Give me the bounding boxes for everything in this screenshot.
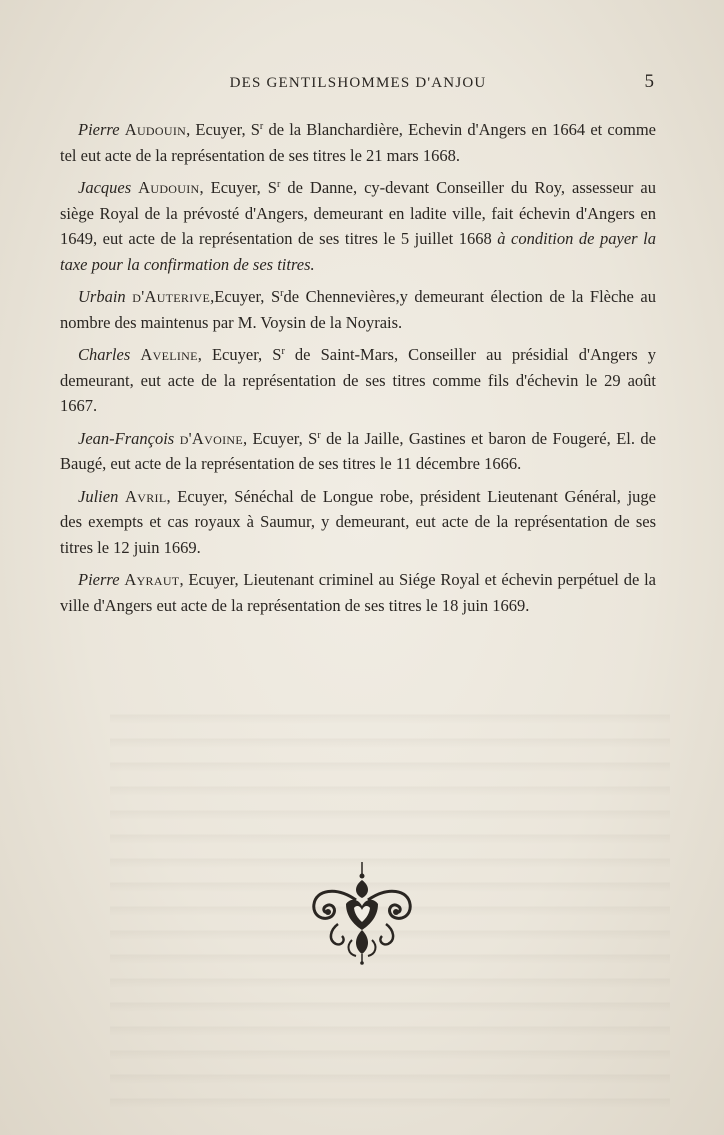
fleuron-icon [306,860,418,965]
given-name: Julien [78,486,119,506]
surname: Avril [125,486,167,506]
given-name: Jean-François [78,428,175,448]
given-name: Charles [78,345,131,364]
entry-italic-text: à condition de payer la taxe pour la confirmation de ses titres. [60,229,656,274]
entry-pierre-ayraut [60,567,656,618]
surname: Audouin [138,178,200,197]
surname: d'Auterive [132,287,211,306]
entry-text: , Ecuyer, S [197,345,282,364]
surname: Audouin [124,120,187,139]
entry-text: ,Ecuyer, S [210,287,281,306]
page-number: 5 [644,71,654,92]
page-header [60,71,656,96]
entry-text: , Ecuyer, S [242,428,318,448]
given-name: Pierre [78,570,120,589]
entry-text: , Ecuyer, S [186,120,260,139]
entry-text: de la Blanchardière, Echevin d'Angers en 1664 et comme tel eut acte de la représentation de ses titres le 21 mars 1668. [60,120,656,165]
entry-text: de Saint-Mars, Conseiller au présidial d'Angers y demeurant, eut acte de la représentation de ses titres comme fils d'échevin le 29 août 1667. [60,345,656,415]
entries-list [60,117,656,625]
entry-text: , Ecuyer, S [199,178,277,197]
surname: d'Avoine [179,428,243,448]
entry-pierre-audouin [60,117,656,168]
entry-julien-avril [60,484,656,561]
title-abbrev: r [280,288,284,299]
entry-charles-aveline [60,342,656,419]
title-abbrev: r [317,429,321,441]
entry-text: de Chennevières,y demeurant élection de la Flèche au nombre des maintenus par M. Voysin de la Noyrais. [60,287,657,332]
given-name: Pierre [78,120,120,139]
entry-text: , Ecuyer, Lieutenant criminel au Siége Royal et échevin perpétuel de la ville d'Angers eut acte de la représentation de ses titres le 18 juin 1669. [60,570,657,615]
running-head: DES GENTILSHOMMES D'ANJOU [229,75,487,91]
given-name: Jacques [78,178,132,197]
title-abbrev: r [281,346,285,357]
given-name: Urbain [78,287,126,306]
surname: Aveline [140,345,198,364]
entry-jacques-audouin [60,175,656,277]
entry-text: de la Jaille, Gastines et baron de Fougeré, El. de Baugé, eut acte de la représentation de ses titres le 11 décembre 1666. [60,428,657,473]
title-abbrev: r [259,121,264,132]
entry-jean-francois-davoine [60,426,656,477]
title-abbrev: r [276,179,281,190]
entry-urbain-dauterive [60,284,656,335]
entry-text: de Danne, cy-devant Conseiller du Roy, assesseur au siège Royal de la prévosté d'Angers, demeurant en ladite ville, fait échevin d'Angers en 1649, eut acte de la représentation de ses titres le 5 juillet 1668 [60,178,656,248]
entry-text: , Ecuyer, Sénéchal de Longue robe, président Lieutenant Général, juge des exempts et cas royaux à Saumur, y demeurant, eut acte de la représentation de ses titres le 12 juin 1669. [60,486,656,557]
surname: Ayraut [124,570,180,589]
